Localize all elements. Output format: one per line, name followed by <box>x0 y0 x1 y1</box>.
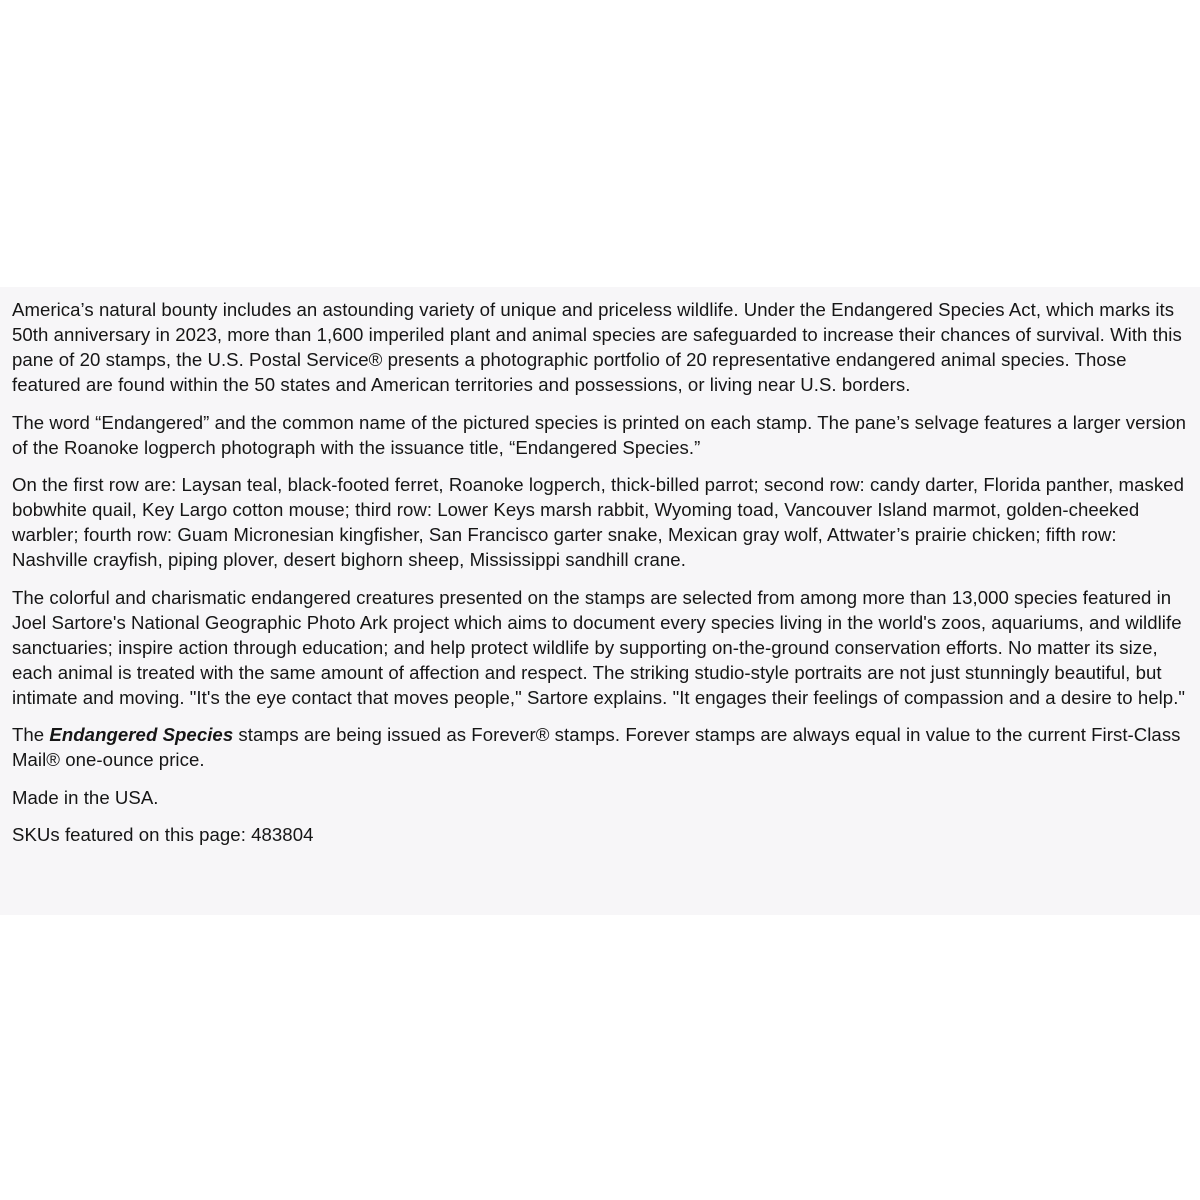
forever-suffix: stamps are being issued as Forever® stamps. Forever stamps are always equal in value to the current First-Class Mail® one-ounce price. <box>12 724 1181 770</box>
sku-line: SKUs featured on this page: 483804 <box>12 824 314 845</box>
stamp-issue-title: Endangered Species <box>49 724 234 745</box>
description-paragraph-intro: America’s natural bounty includes an astounding variety of unique and priceless wildlife. Under the Endangered Species Act, which marks its 50th anniversary in 2023, more than 1,600 imperiled plant and animal species are safeguarded to increase their chances of survival. With this pane of 20 stamps, the U.S. Postal Service® presents a photographic portfolio of 20 representative endangered animal species. Those featured are found within the 50 states and American territories and possessions, or living near U.S. borders. <box>12 299 1182 395</box>
made-in-usa: Made in the USA. <box>12 786 159 808</box>
product-description-panel <box>0 287 1200 915</box>
description-paragraph-stamp-text: The word “Endangered” and the common name of the pictured species is printed on each stamp. The pane’s selvage features a larger version of the Roanoke logperch photograph with the issuance title, “Endangered Species.” <box>12 411 1187 458</box>
description-paragraph-forever <box>12 722 1188 772</box>
description-paragraph-photo-ark: The colorful and charismatic endangered creatures presented on the stamps are selected from among more than 13,000 species featured in Joel Sartore's National Geographic Photo Ark project which aims to document every species living in the world's zoos, aquariums, and wildlife sanctuaries; inspire action through education; and help protect wildlife by supporting on-the-ground conservation efforts. No matter its size, each animal is treated with the same amount of affection and respect. The striking studio-style portraits are not just stunningly beautiful, but intimate and moving. "It's the eye contact that moves people," Sartore explains. "It engages their feelings of compassion and a desire to help." <box>12 586 1186 708</box>
forever-prefix: The <box>12 724 50 745</box>
description-paragraph-species-list: On the first row are: Laysan teal, black-footed ferret, Roanoke logperch, thick-billed parrot; second row: candy darter, Florida panther, masked bobwhite quail, Key Largo cotton mouse; third row: Lower Keys marsh rabbit, Wyoming toad, Vancouver Island marmot, golden-cheeked warbler; fourth row: Guam Micronesian kingfisher, San Francisco garter snake, Mexican gray wolf, Attwater’s prairie chicken; fifth row: Nashville crayfish, piping plover, desert bighorn sheep, Mississippi sandhill crane. <box>12 474 1184 570</box>
